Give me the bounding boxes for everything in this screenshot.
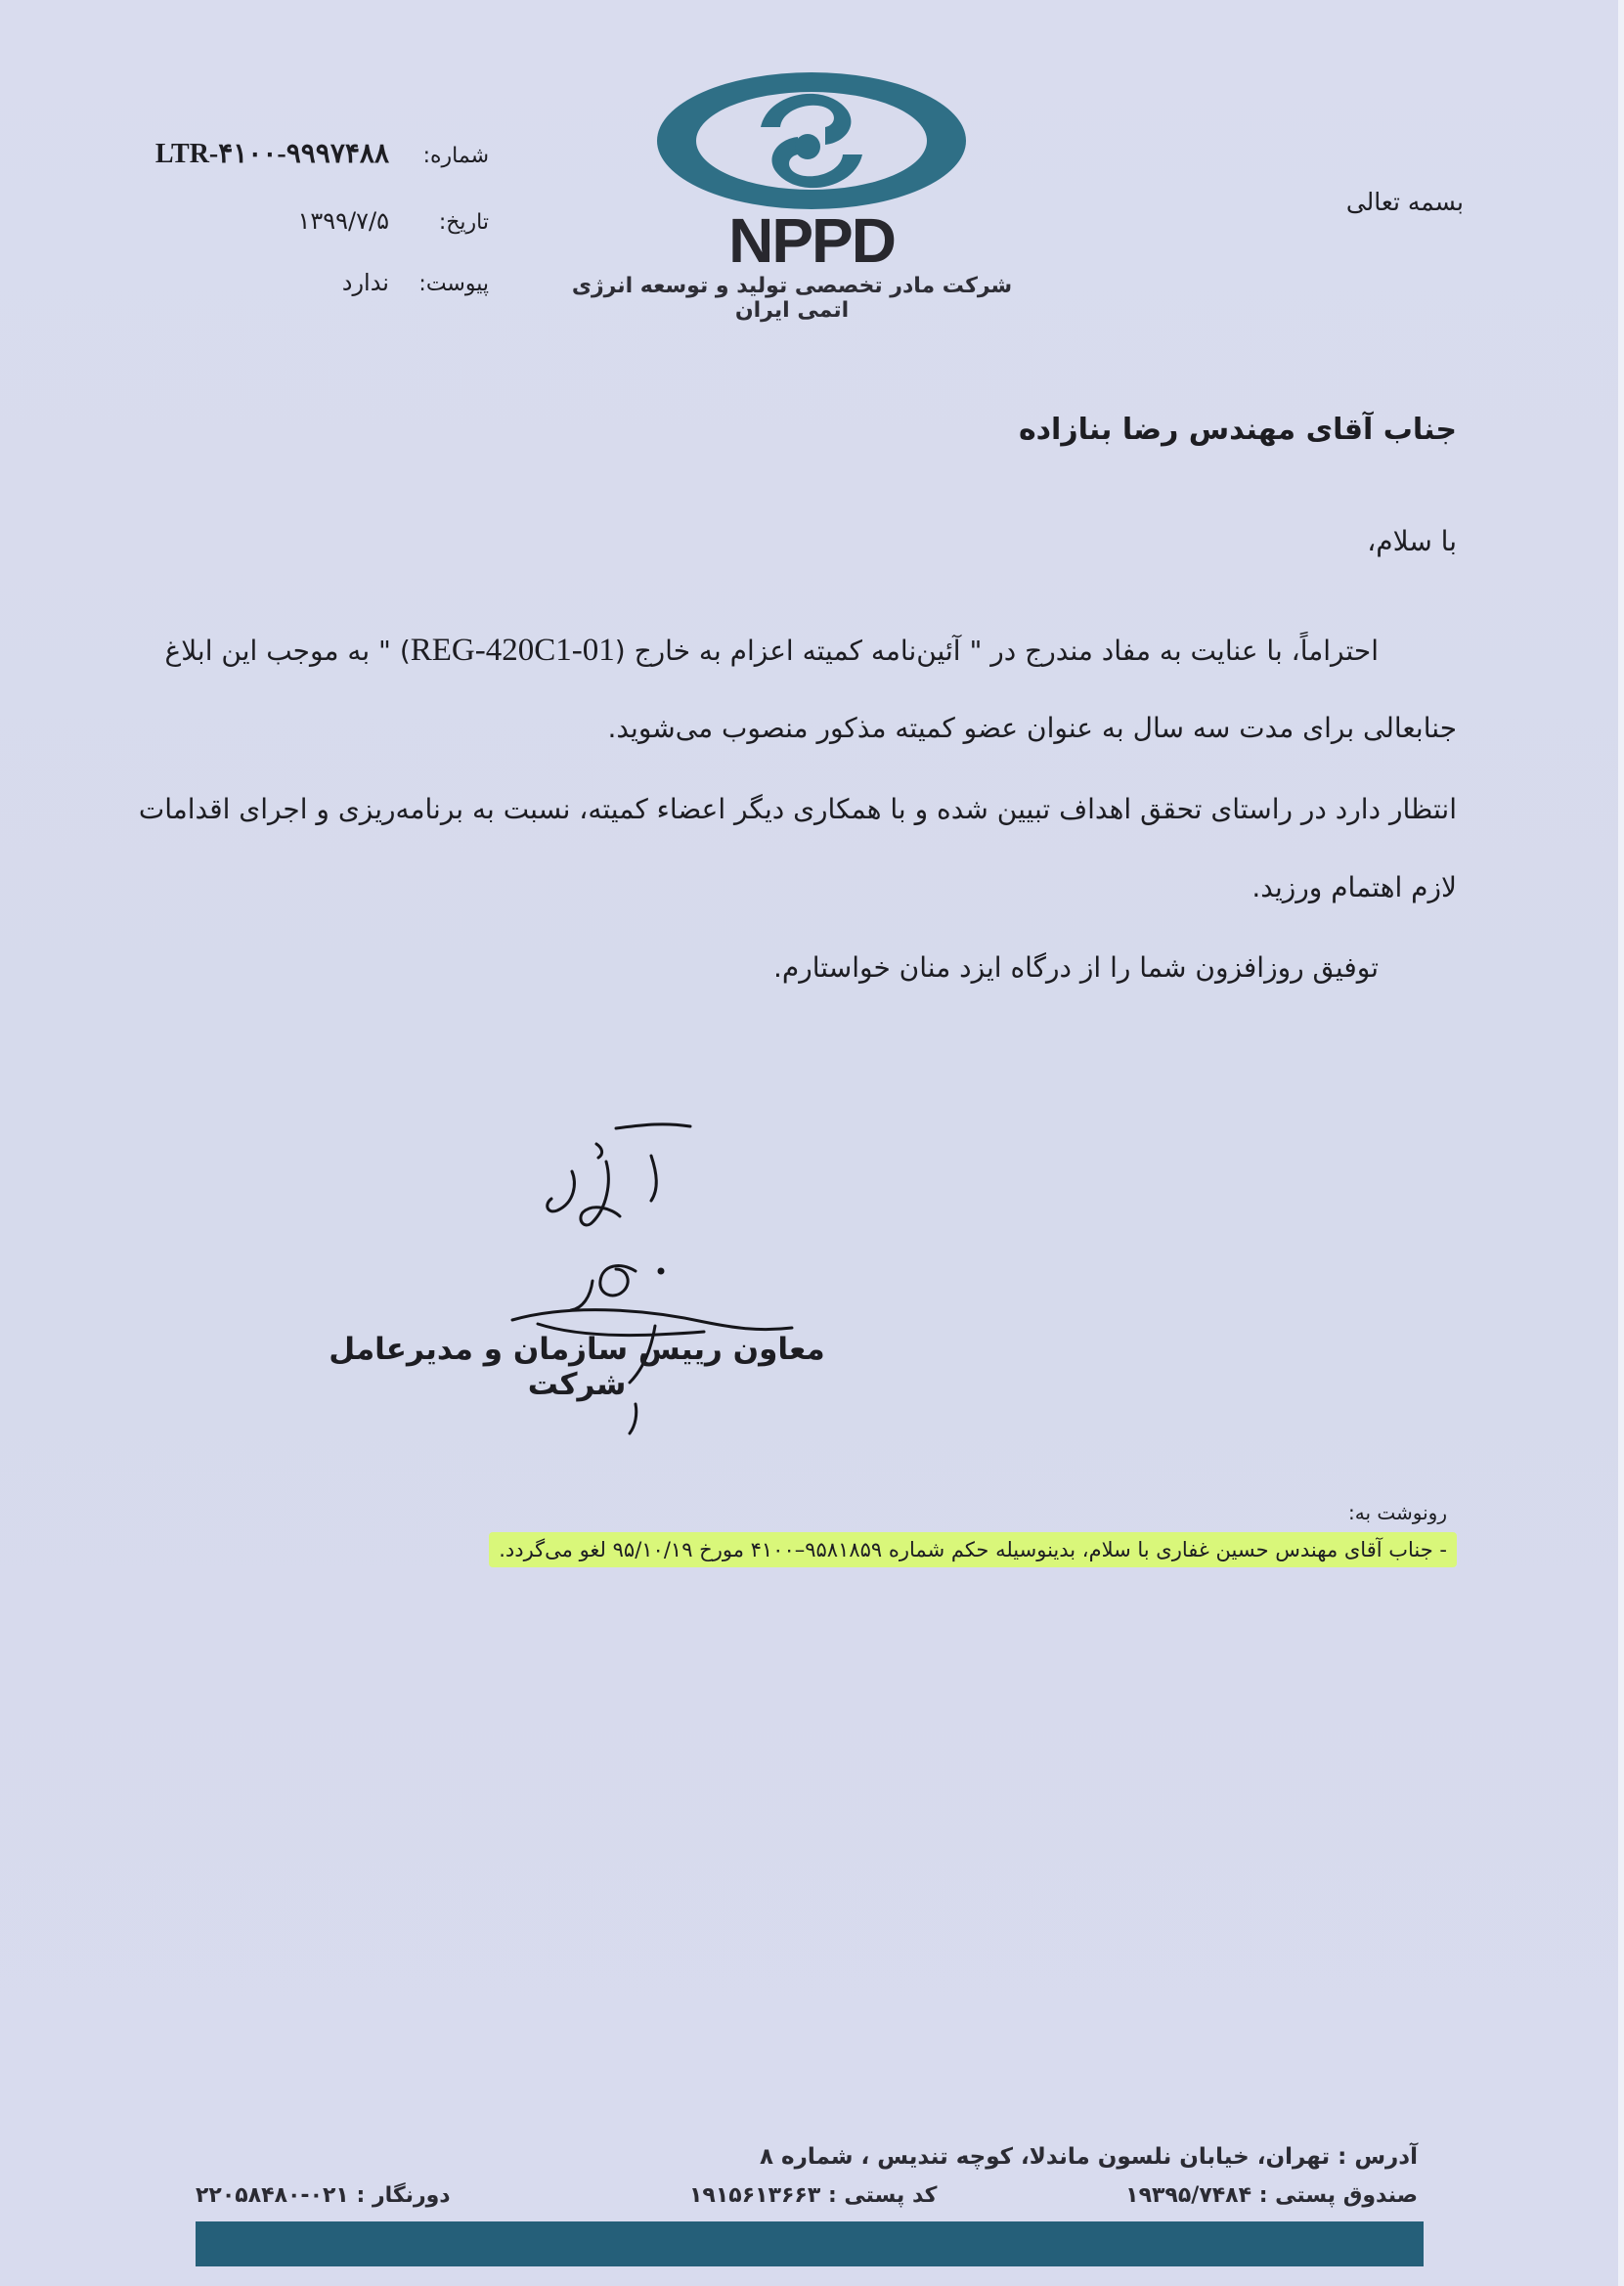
letter-number: LTR-۴۱۰۰-۹۹۹۷۴۸۸ (154, 139, 389, 169)
footer-postal (689, 2183, 937, 2208)
date-label: تاریخ: (438, 210, 489, 235)
meta-attachment-row (117, 269, 489, 296)
addressee: جناب آقای مهندس رضا بنازاده (1018, 413, 1457, 447)
logo-emblem-icon (657, 72, 966, 209)
p1-start: احتراماً، با عنایت به مفاد مندرج در " آئین‌نامه کمیته اعزام به خارج ( (614, 635, 1379, 667)
footer-fax (196, 2183, 451, 2208)
attachment-label: پیوست: (418, 272, 489, 296)
footer-address: آدرس : تهران، خیابان نلسون ماندلا، کوچه تندیس ، شماره ۸ (759, 2144, 1418, 2170)
number-label: شماره: (422, 144, 489, 168)
pobox-label: صندوق پستی : (1258, 2183, 1418, 2208)
greeting: با سلام، (1367, 525, 1457, 557)
postal-value: ۱۹۱۵۶۱۳۶۶۳ (689, 2183, 821, 2208)
fax-value: ۰۲۱-۲۲۰۵۸۴۸۰ (196, 2183, 349, 2208)
letter-date: ۱۳۹۹/۷/۵ (297, 207, 389, 235)
meta-date-row (117, 207, 489, 235)
footer-pobox (1125, 2183, 1418, 2208)
attachment-value: ندارد (341, 269, 389, 296)
fax-label: دورنگار : (356, 2183, 451, 2208)
cc-label: رونوشت به: (1348, 1501, 1447, 1524)
signer-title: معاون رییس سازمان و مدیرعامل شرکت (329, 1332, 825, 1402)
company-name: شرکت مادر تخصصی تولید و توسعه انرژی اتمی ایران (571, 274, 1013, 323)
footer-band (196, 2221, 1424, 2266)
postal-label: کد پستی : (827, 2183, 938, 2208)
paragraph-2-line-2: لازم اهتمام ورزید. (1251, 871, 1457, 903)
paragraph-1-line-2: جنابعالی برای مدت سه سال به عنوان عضو کمیته مذکور منصوب می‌شوید. (607, 712, 1457, 744)
meta-number-row (117, 137, 489, 170)
paragraph-3: توفیق روزافزون شما را از درگاه ایزد منان خواستارم. (773, 951, 1379, 984)
paragraph-1-line-1 (165, 631, 1379, 671)
cc-line-highlighted: - جناب آقای مهندس حسین غفاری با سلام، بدینوسیله حکم شماره ۹۵۸۱۸۵۹–۴۱۰۰ مورخ ۹۵/۱۰/۱۹ لغو می‌گردد. (489, 1532, 1457, 1567)
regulation-code: REG-420C1-01 (410, 633, 615, 668)
logo-text: NPPD (728, 205, 895, 266)
paragraph-2-line-1: انتظار دارد در راستای تحقق اهداف تبیین شده و با همکاری دیگر اعضاء کمیته، نسبت به برنامه‌ریزی و اجرای اقدامات (138, 793, 1457, 825)
p1-end: ) " به موجب این ابلاغ (164, 635, 411, 667)
nppd-atom-logo (653, 70, 970, 266)
basmala: بسمه تعالی (1345, 188, 1464, 216)
pobox-value: ۱۹۳۹۵/۷۴۸۴ (1125, 2183, 1252, 2208)
